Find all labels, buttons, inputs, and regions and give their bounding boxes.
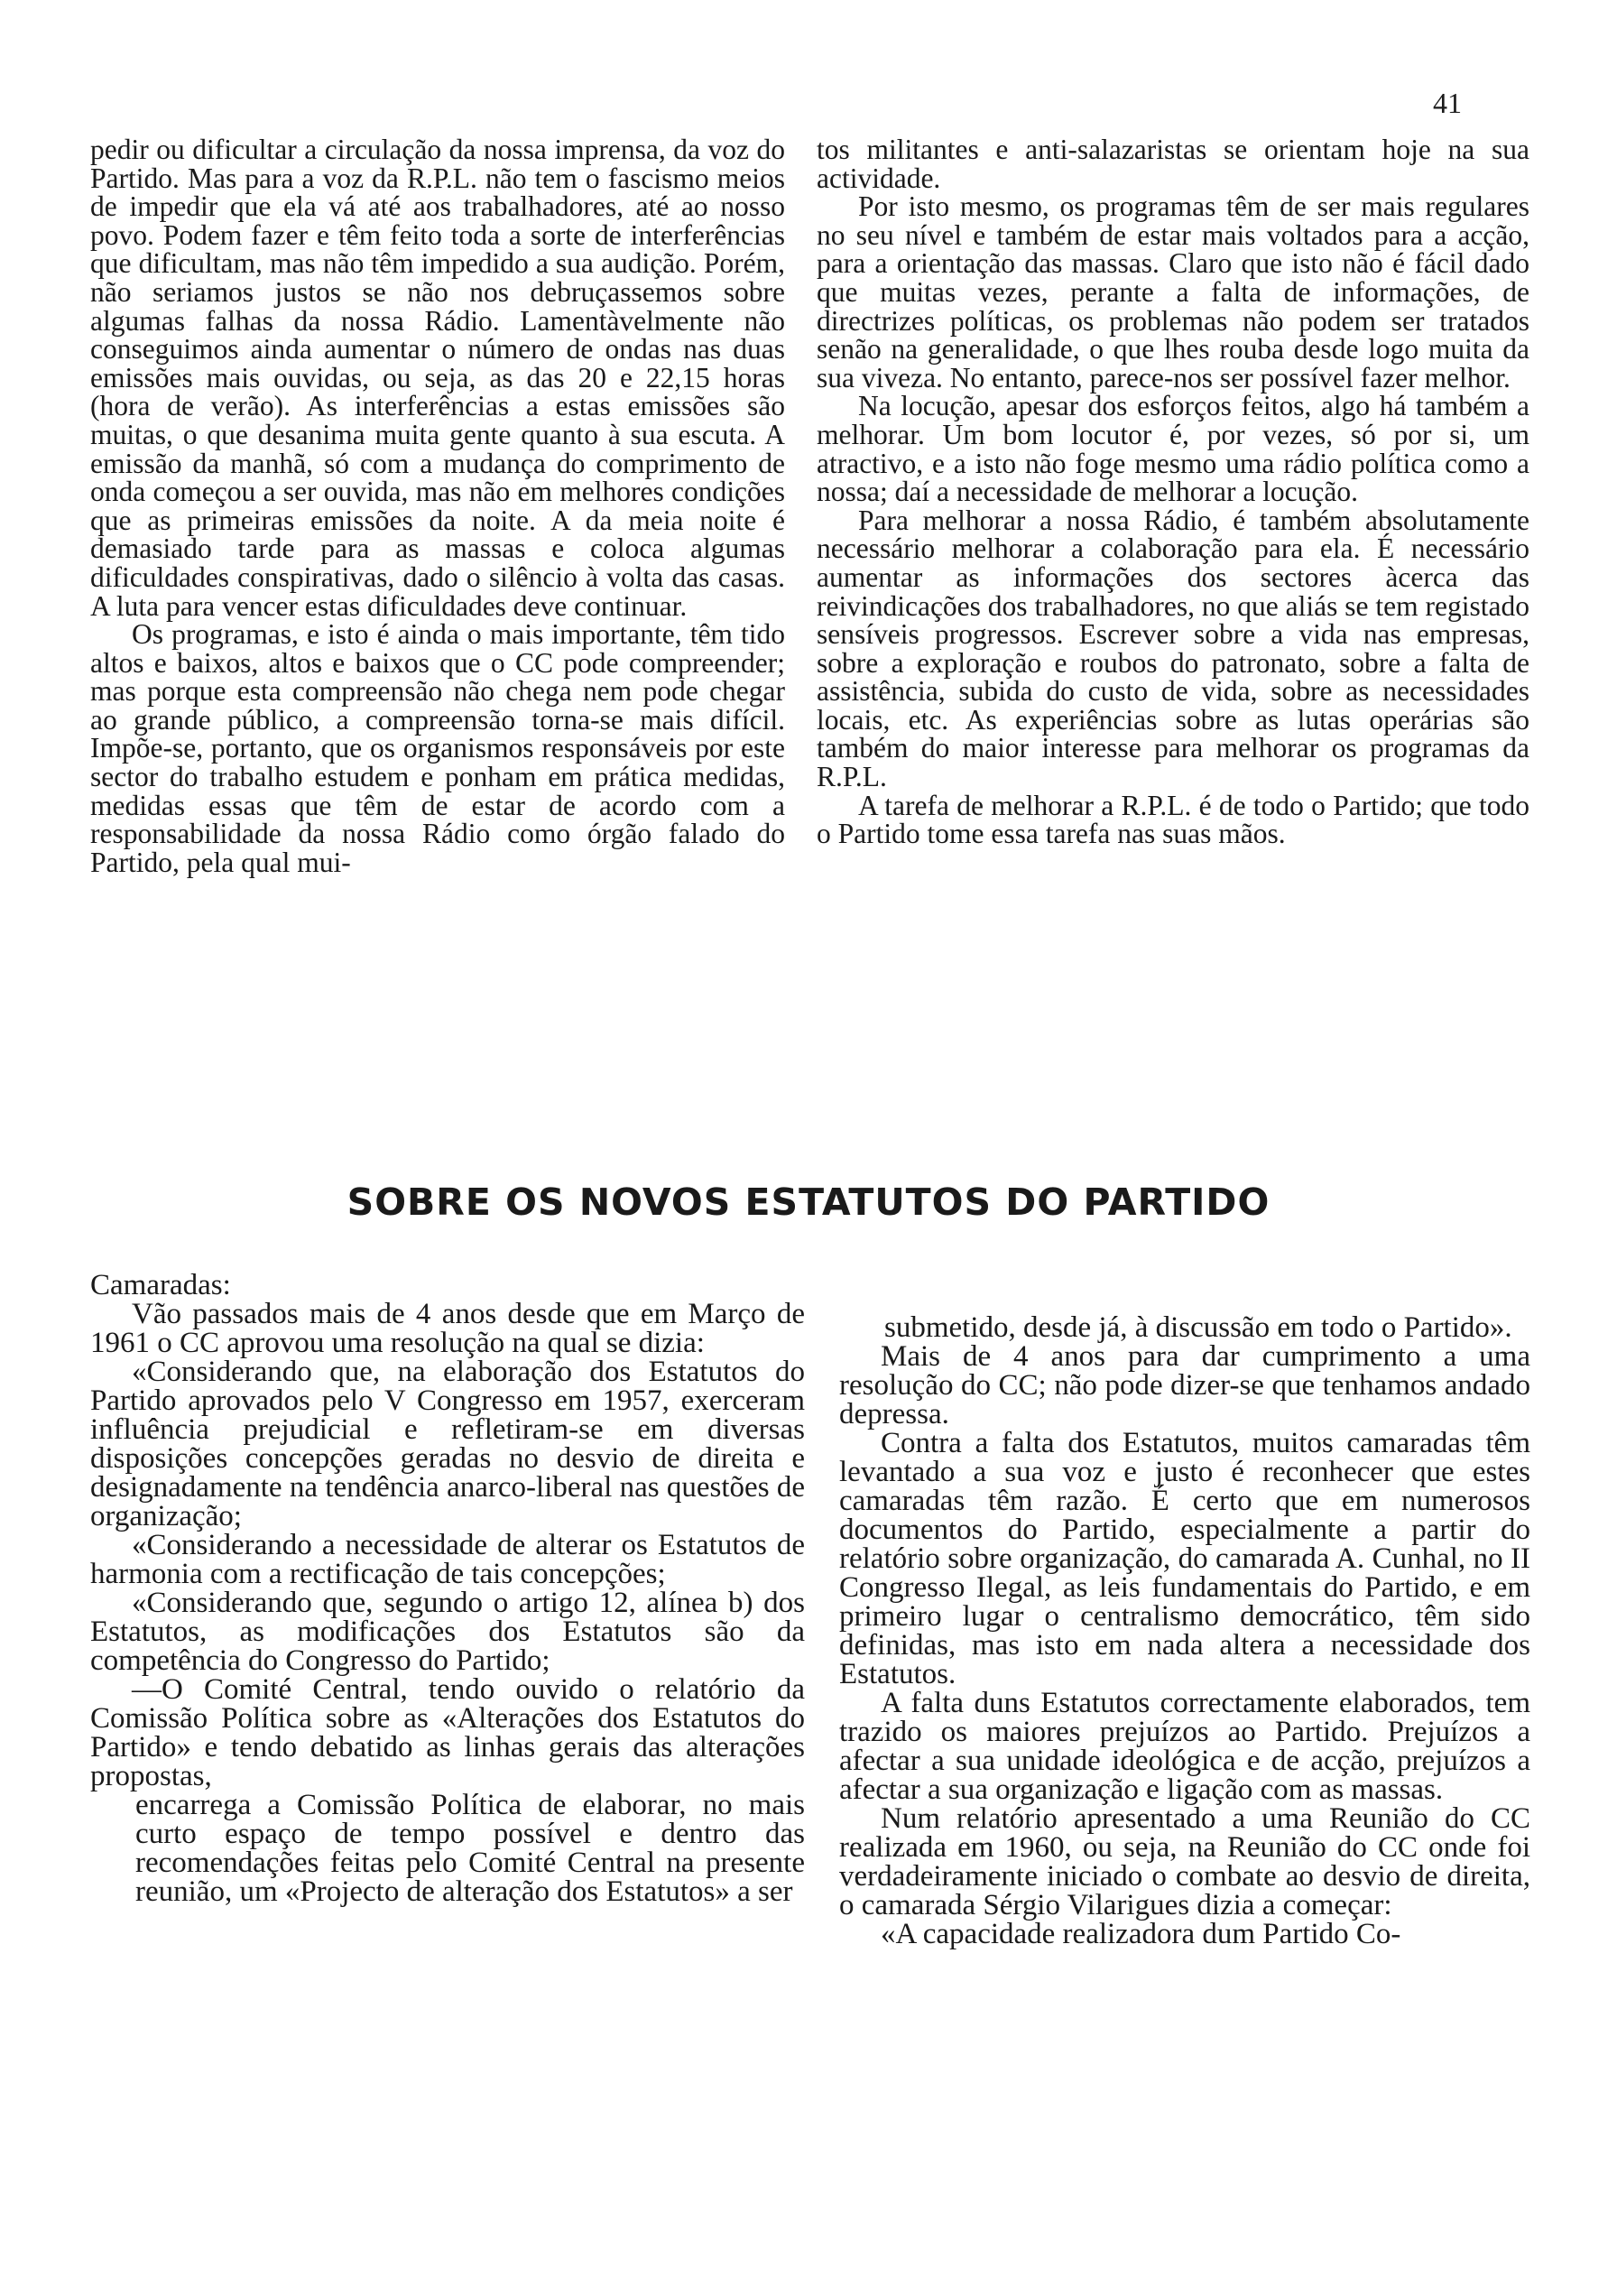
bottom-right-column — [839, 1313, 1530, 1949]
paragraph: Num relatório apresentado a uma Reunião do CC realizada em 1960, ou seja, na Reunião do CC onde foi verdadeiramente iniciado o combate ao desvio de direita, o camarada Sérgio Vilarigues dizia a começar: — [839, 1802, 1530, 1921]
page-number: 41 — [1433, 87, 1462, 119]
quote-paragraph: «Considerando que, na elaboração dos Estatutos do Partido aprovados pelo V Congresso em 1957, exerceram influência prejudicial e refletiram-se em diversas disposições concepções geradas no desvio de direita e designadamente na tendência anarco-liberal nas questões de organização; — [90, 1356, 805, 1532]
quote-block: submetido, desde já, à discussão em todo o Partido». — [884, 1311, 1512, 1344]
quote-paragraph: «Considerando que, segundo o artigo 12, alínea b) dos Estatutos, as modificações dos Estatutos são da competência do Congresso do Partido; — [90, 1587, 805, 1677]
quote-paragraph: «Considerando a necessidade de alterar os Estatutos de harmonia com a rectificação de tais concepções; — [90, 1529, 805, 1590]
paragraph: Mais de 4 anos para dar cumprimento a uma resolução do CC; não pode dizer-se que tenhamos andado depressa. — [839, 1340, 1530, 1430]
paragraph: Na locução, apesar dos esforços feitos, algo há também a melhorar. Um bom locutor é, por vezes, só por si, um atractivo, e a isto não foge mesmo uma rádio política como a nossa; daí a necessidade de melhorar a locução. — [817, 390, 1529, 508]
paragraph: Contra a falta dos Estatutos, muitos camaradas têm levantado a sua voz e justo é reconhecer que estes camaradas têm razão. É certo que em numerosos documentos do Partido, especialmente a partir do relatório sobre organização, do camarada A. Cunhal, no II Congresso Ilegal, as leis fundamentais do Partido, e em primeiro lugar o centralismo democrático, têm sido definidas, mas isto em nada altera a necessidade dos Estatutos. — [839, 1427, 1530, 1690]
quote-block: encarrega a Comissão Política de elaborar, no mais curto espaço de tempo possível e dentro das recomendações feitas pelo Comité Central na presente reunião, um «Projecto de alteração dos Estatutos» a ser — [135, 1789, 805, 1908]
bottom-left-column — [90, 1271, 805, 1906]
quote-paragraph: —O Comité Central, tendo ouvido o relatório da Comissão Política sobre as «Alterações dos Estatutos do Partido» e tendo debatido as linhas gerais das alterações propostas, — [90, 1673, 805, 1792]
paragraph: A falta duns Estatutos correctamente elaborados, tem trazido os maiores prejuízos ao Partido. Prejuízos a afectar a sua unidade ideológica e de acção, prejuízos a afectar a sua organização e ligação com as massas. — [839, 1687, 1530, 1806]
paragraph: pedir ou dificultar a circulação da nossa imprensa, da voz do Partido. Mas para a voz da R.P.L. não tem o fascismo meios de impedir que ela vá até aos trabalhadores, até ao nosso povo. Podem fazer e têm feito toda a sorte de interferências que dificultam, mas não têm impedido a sua audição. Porém, não seriamos justos se não nos debruçassemos sobre algumas falhas da nossa Rádio. Lamentàvelmente não conseguimos ainda aumentar o número de ondas nas duas emissões mais ouvidas, ou seja, as das 20 e 22,15 horas (hora de verão). As interferências a estas emissões são muitas, o que desanima muita gente quanto à sua escuta. A emissão da manhã, só com a mudança do comprimento de onda começou a ser ouvida, mas não em melhores condições que as primeiras emissões da noite. A da meia noite é demasiado tarde para as massas e coloca algumas dificuldades conspirativas, dado o silêncio à volta das casas. A luta para vencer estas dificuldades deve continuar. — [90, 134, 785, 622]
section-title: SOBRE OS NOVOS ESTATUTOS DO PARTIDO — [346, 1180, 1270, 1224]
paragraph: Por isto mesmo, os programas têm de ser mais regulares no seu nível e também de estar mais voltados para a acção, para a orientação das massas. Claro que isto não é fácil dado que muitas vezes, perante a falta de informações, de directrizes políticas, os problemas não podem ser tratados senão na generalidade, o que lhes rouba desde logo muita da sua viveza. No entanto, parece-nos ser possível fazer melhor. — [817, 190, 1529, 393]
paragraph: Vão passados mais de 4 anos desde que em Março de 1961 o CC aprovou uma resolução na qual se dizia: — [90, 1298, 805, 1359]
salutation: Camaradas: — [90, 1269, 231, 1301]
paragraph: A tarefa de melhorar a R.P.L. é de todo o Partido; que todo o Partido tome essa tarefa nas suas mãos. — [817, 789, 1529, 850]
paragraph: Os programas, e isto é ainda o mais importante, têm tido altos e baixos, altos e baixos que o CC pode compreender; mas porque esta compreensão não chega nem pode chegar ao grande público, a compreensão torna-se mais difícil. Impõe-se, portanto, que os organismos responsáveis por este sector do trabalho estudem e ponham em prática medidas, medidas essas que têm de estar de acordo com a responsabilidade da nossa Rádio como órgão falado do Partido, pela qual mui- — [90, 618, 785, 878]
top-right-column — [817, 135, 1529, 848]
top-left-column — [90, 135, 785, 876]
paragraph: «A capacidade realizadora dum Partido Co- — [881, 1918, 1401, 1950]
paragraph: Para melhorar a nossa Rádio, é também absolutamente necessário melhorar a colaboração para ela. É necessário aumentar as informações dos sectores àcerca das reivindicações dos trabalhadores, no que aliás se tem registado sensíveis progressos. Escrever sobre a vida nas empresas, sobre a exploração e roubos do patronato, sobre a falta de assistência, subida do custo de vida, sobre as necessidades locais, etc. As experiências sobre as lutas operárias são também do maior interesse para melhorar os programas da R.P.L. — [817, 504, 1529, 793]
paragraph: tos militantes e anti-salazaristas se orientam hoje na sua actividade. — [817, 134, 1529, 194]
